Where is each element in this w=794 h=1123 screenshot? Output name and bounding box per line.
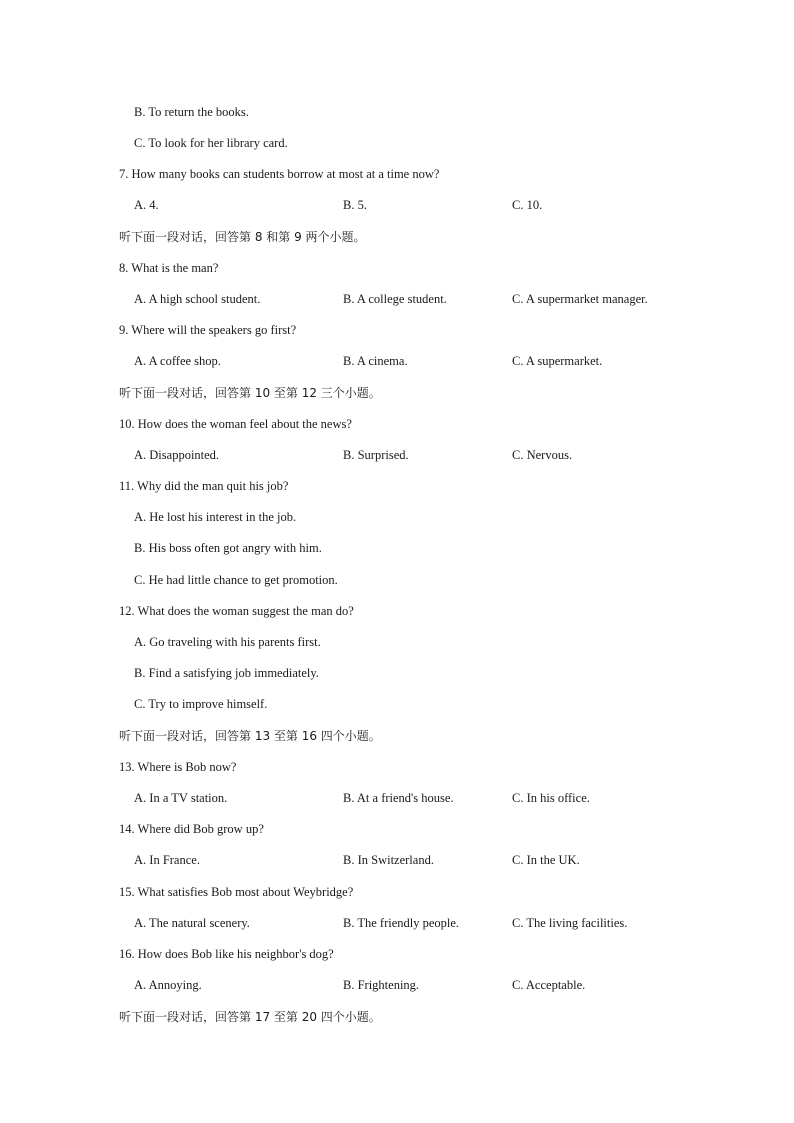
q12-option-c: C. Try to improve himself. [134,697,268,711]
q6-option-b: B. To return the books. [134,105,249,119]
q7-question: 7. How many books can students borrow at most at a time now? [119,167,440,181]
q16-option-a: A. Annoying. [134,978,202,992]
q14-option-a: A. In France. [134,853,200,867]
q16-question: 16. How does Bob like his neighbor's dog? [119,947,334,961]
q14-option-c: C. In the UK. [512,853,580,867]
q7-option-a: A. 4. [134,198,159,212]
q11-option-a: A. He lost his interest in the job. [134,510,297,524]
q11-option-c: C. He had little chance to get promotion. [134,573,338,587]
q8-option-b: B. A college student. [343,292,447,306]
q16-option-b: B. Frightening. [343,978,420,992]
q16-option-c: C. Acceptable. [512,978,586,992]
q13-option-c: C. In his office. [512,791,590,805]
q15-option-c: C. The living facilities. [512,916,628,930]
q8-option-a: A. A high school student. [134,292,261,306]
q15-option-b: B. The friendly people. [343,916,460,930]
section-heading-8-9: 听下面一段对话，回答第 8 和第 9 两个小题。 [119,230,366,244]
q10-option-c: C. Nervous. [512,448,573,462]
section-heading-10-12: 听下面一段对话，回答第 10 至第 12 三个小题。 [119,386,381,400]
q7-option-b: B. 5. [343,198,367,212]
q11-option-b: B. His boss often got angry with him. [134,541,322,555]
q12-question: 12. What does the woman suggest the man do? [119,604,354,618]
q13-option-a: A. In a TV station. [134,791,228,805]
q12-option-b: B. Find a satisfying job immediately. [134,666,319,680]
q9-option-c: C. A supermarket. [512,354,603,368]
q14-question: 14. Where did Bob grow up? [119,822,264,836]
q13-option-b: B. At a friend's house. [343,791,454,805]
q10-option-b: B. Surprised. [343,448,409,462]
q15-option-a: A. The natural scenery. [134,916,250,930]
q11-question: 11. Why did the man quit his job? [119,479,289,493]
q14-option-b: B. In Switzerland. [343,853,434,867]
section-heading-17-20: 听下面一段对话，回答第 17 至第 20 四个小题。 [119,1010,381,1024]
q13-question: 13. Where is Bob now? [119,760,237,774]
q9-option-a: A. A coffee shop. [134,354,221,368]
q6-option-c: C. To look for her library card. [134,136,288,150]
q12-option-a: A. Go traveling with his parents first. [134,635,321,649]
q9-option-b: B. A cinema. [343,354,408,368]
q9-question: 9. Where will the speakers go first? [119,323,297,337]
section-heading-13-16: 听下面一段对话，回答第 13 至第 16 四个小题。 [119,729,381,743]
q7-option-c: C. 10. [512,198,543,212]
q15-question: 15. What satisfies Bob most about Weybridge? [119,885,354,899]
q10-question: 10. How does the woman feel about the news? [119,417,352,431]
q8-option-c: C. A supermarket manager. [512,292,648,306]
q8-question: 8. What is the man? [119,261,219,275]
q10-option-a: A. Disappointed. [134,448,220,462]
